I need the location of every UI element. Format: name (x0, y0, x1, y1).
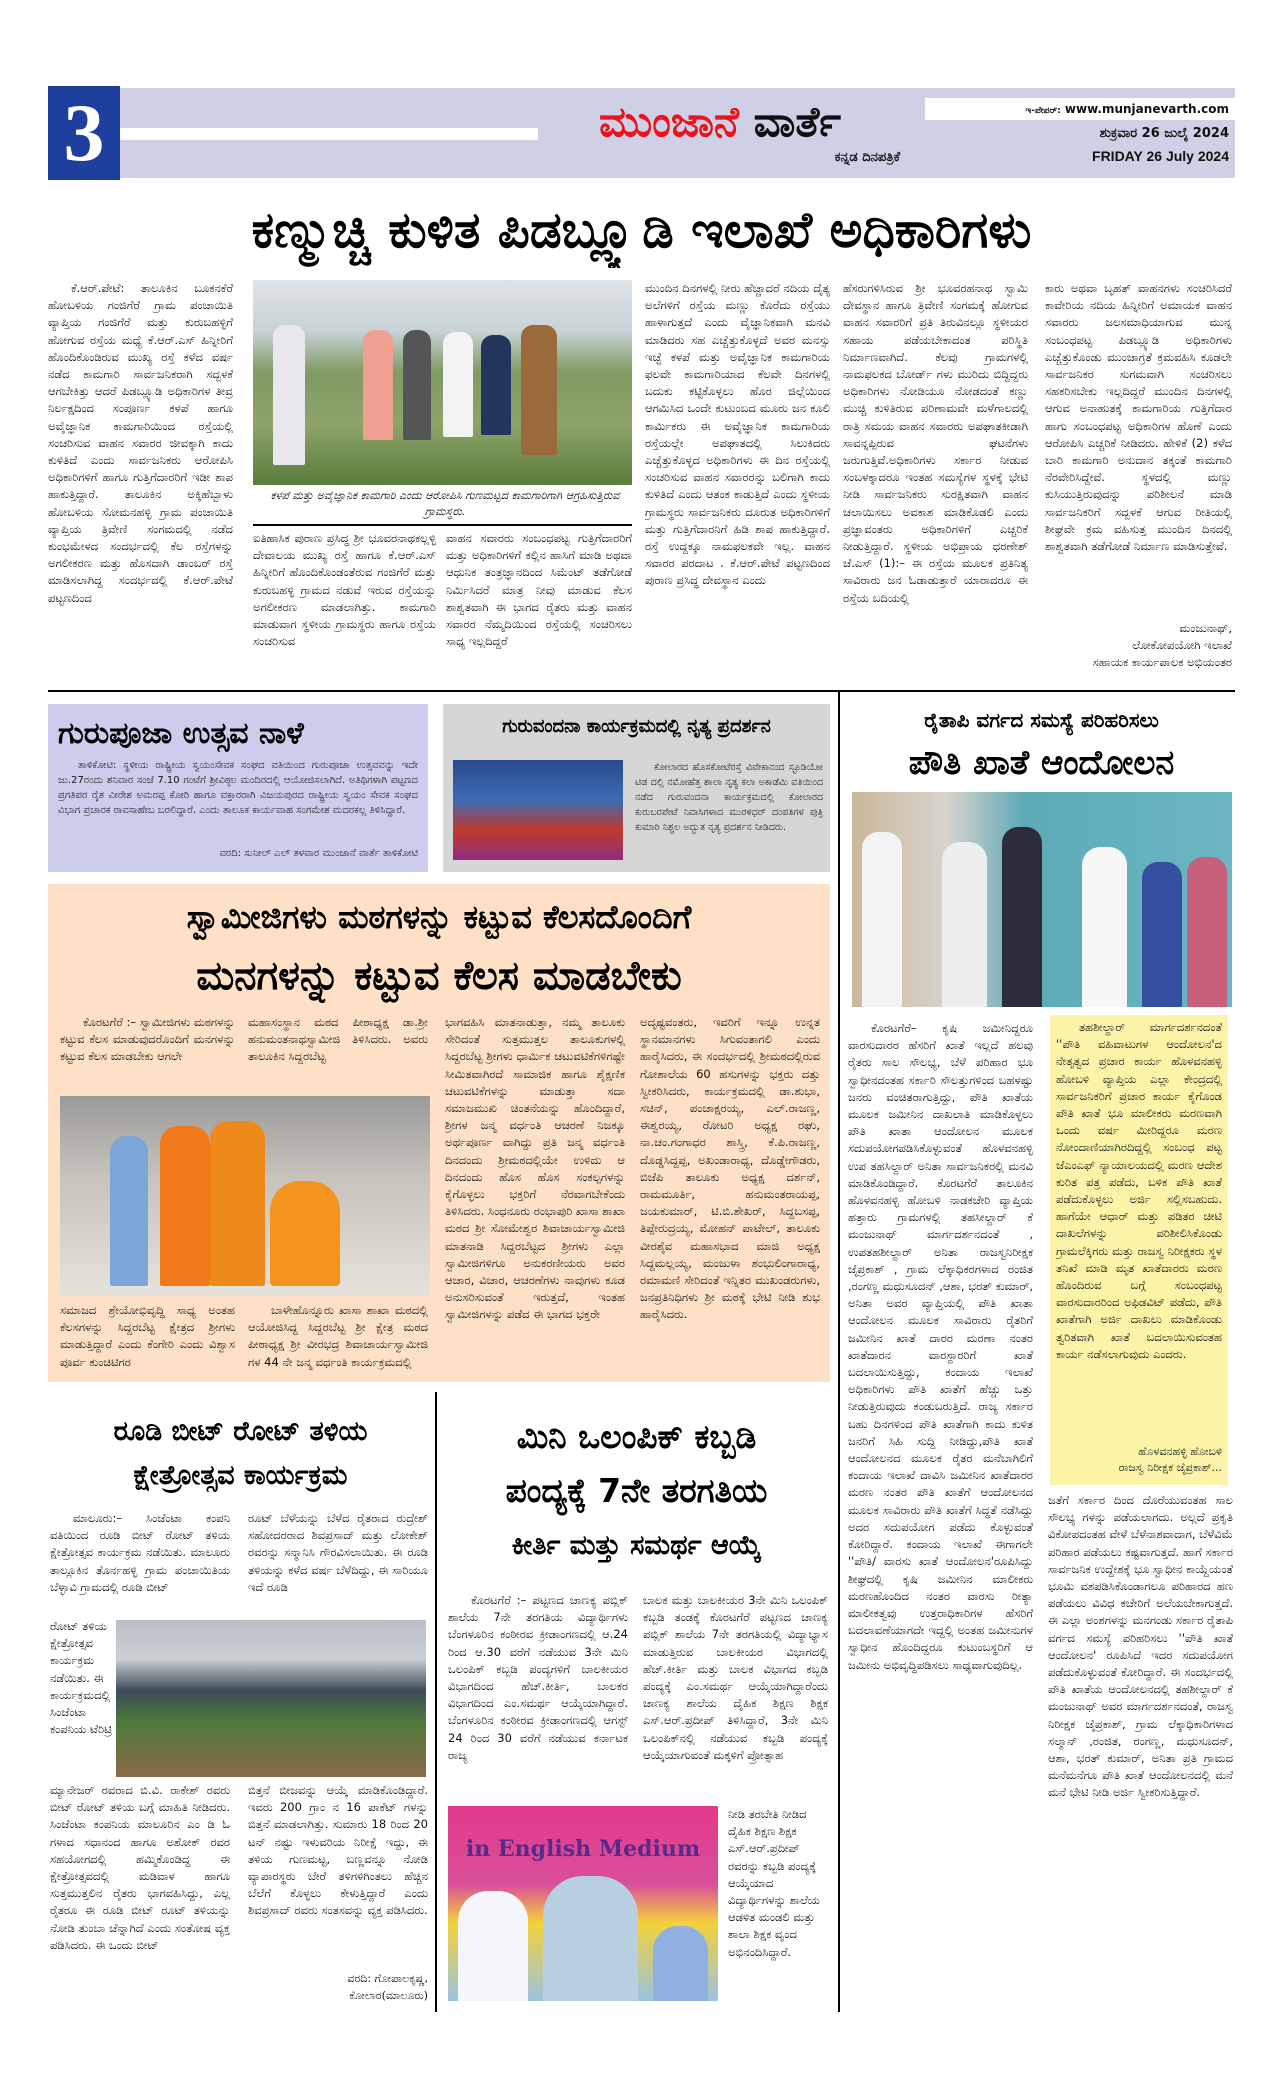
lead-bottom-rule (48, 690, 1235, 692)
kabaddi-headline-1: ಮಿನಿ ಒಲಂಪಿಕ್ ಕಬ್ಬಡಿ (516, 1417, 757, 1456)
lead-column-2: ಐತಿಹಾಸಿಕ ಪುರಾಣ ಪ್ರಸಿದ್ಧ ಶ್ರೀ ಭೂವರನಾಥಕಲ್ಲಳ್ಳಿ ದೇವಾಲಯ ಮುಖ್ಯ ರಸ್ತೆ ಹಾಗೂ ಕೆ.ಆರ್.ಎಸ್ ಹಿನ್ನೀರಿಗೆ ಹೊಂದಿಕೊಂಡಂತೆರುವ ಗಂಜಿಗೆರೆ ಮತ್ತು ಕುರುಬಹಳ್ಳಿ ಗ್ರಾಮದ ನಡುವೆ ಇರುವ ರಸ್ತೆಯನ್ನು ಅಗಲೀಕರಣ ಮಾಡಲಾಗಿತ್ತು. ಕಾಮಗಾರಿ ಮಾಡುವಾಗ ಸ್ಥಳೀಯ ಗ್ರಾಮಸ್ಥರು ಹಾಗೂ ರಸ್ತೆಯ ಸಂಚರಿಸುವ (253, 531, 436, 649)
lead-photo (253, 280, 632, 485)
swamiji-headline-2: ಮನಗಳನ್ನು ಕಟ್ಟುವ ಕೆಲಸ ಮಾಡಬೇಕು (196, 953, 682, 999)
kabaddi-headline-2: ಪಂದ್ಯಕ್ಕೆ 7ನೇ ತರಗತಿಯ (505, 1471, 768, 1510)
logo-munjane: ಮುಂಜಾನೆ (598, 97, 739, 146)
epaper-box (925, 98, 1235, 120)
guruvandana-body: ಕೋಲಾರದ ಹೊಸಕೋಟೆರಸ್ತೆ ವಿವೇಕಾನಂದ ಸ್ಟೂಡಿಯೋ ಟಿಡ ದಲ್ಲಿ ನಮೋಹೆತ್ತ ಶಾಲಾ ನೃತ್ಯ ಕಲಾ ಅಕಾಡೆಮಿ ವತಿಯಿಂದ ನಡೆದ ಗುರುವಂದನಾ ಕಾರ್ಯಕ್ರಮದಲ್ಲಿ ಕೋಲಾರದ ಕುರುಬರಪೇಟೆ ನಿವಾಸಿಗಳಾದ ಮುರಳಿಧರ್ ದಂಪತಿಗಳ ಪುತ್ರಿ ಕುಮಾರಿ ನಿಶ್ಚಲ ಅದ್ಭುತ ನೃತ್ಯ ಪ್ರದರ್ಶನ ನೀಡಿದರು. (635, 762, 823, 833)
beetroot-headline-2: ಕ್ಷೇತ್ರೋತ್ಸವ ಕಾರ್ಯಕ್ರಮ (133, 1460, 348, 1491)
right-column-divider (838, 692, 840, 2012)
pouthi-kicker: ರೈತಾಪಿ ವರ್ಗದ ಸಮಸ್ಯೆ ಪರಿಹರಿಸಲು (924, 708, 1159, 732)
pouthi-photo (852, 792, 1232, 1007)
lead-column-6: ಕಾರು ಅಥವಾ ಬೃಹತ್ ವಾಹನಗಳು ಸಂಚರಿಸಿದರೆ ಕಾವೇರಿಯ ನದಿಯ ಹಿನ್ನೀರಿಗೆ ಅಮಾಯಕ ವಾಹನ ಸವಾರರು ಜಲಸಮಾಧಿಯಾಗುವ ಮುನ್ನ ಸಂಬಂಧಪಟ್ಟ ಪಿಡಬ್ಲ್ಯೂಡಿ ಅಧಿಕಾರಿಗಳು ಎಚ್ಚೆತ್ತುಕೊಂಡು ಮುಂಜಾಗ್ರತೆ ಕ್ರಮವಹಿಸಿ ಕೂಡಲೇ ಸಾರ್ವಜನಿಕರ ಸುಗಮವಾಗಿ ಸಂಚರಿಸಲು ಸಹಕರಿಸಬೇಕು ಇಲ್ಲದಿದ್ದರೆ ಮುಂದಿನ ದಿನಗಳಲ್ಲಿ ಆಗುವ ಅನಾಹುತಕ್ಕೆ ಕಾಮಗಾರಿಯ ಗುತ್ತಿಗೆದಾರ ಹಾಗು ಸಂಬಂಧಪಟ್ಟ ಅಧಿಕಾರಿಗಳ ಹೊಣೆ ಎಂದು ಆರೋಪಿಸಿ ಎಚ್ಚರಿಕೆ ನೀಡಿದರು. ಹೇಳಿಕೆ (2) ಕಳೆದ ಬಾರಿ ಕಾಮಗಾರಿ ಅನುದಾನ ತಕ್ಕಂತೆ ಕಾಮಗಾರಿ ನೆರವೇರಿಸಿದ್ದೇವೆ. ಸ್ಥಳದಲ್ಲಿ ಮಣ್ಣು ಕುಸಿಯುತ್ತಿರುವುದನ್ನು ಪರಿಶೀಲನೆ ಮಾಡಿ ಸಾರ್ವಜನಿಕರಿಗೆ ಸದ್ಬಳಕೆ ಆಗುವ ರೀತಿಯಲ್ಲಿ ಶೀಘ್ರವೇ ಕ್ರಮ ವಹಿಸುತ್ತ ಮುಂದಿನ ದಿನದಲ್ಲಿ ಶಾಶ್ವತವಾಗಿ ತಡೆಗೋಡೆ ನಿರ್ಮಾಣ ಮಾಡಿಸುತ್ತೇವೆ. ಮಂಜುನಾಥ್, ಲೋಕೋಪಯೋಗಿ ಇಲಾಖೆ ಸಹಾಯಕ ಕಾರ್ಯಪಾಲಕ ಅಭಿಯಂತರ (1045, 281, 1232, 669)
date-kannada: ಶುಕ್ರವಾರ 26 ಜುಲೈ 2024 (1099, 126, 1229, 141)
guruvandana-headline: ಗುರುವಂದನಾ ಕಾರ್ಯಕ್ರಮದಲ್ಲಿ ನೃತ್ಯ ಪ್ರದರ್ಶನ (502, 716, 771, 737)
signoff-name: ಮಂಜುನಾಥ್, (1179, 621, 1232, 635)
beetroot-col-2-bottom: ಬಿತ್ತನೆ ಬೀಜವನ್ನು ಆಯ್ಕೆ ಮಾಡಿಕೊಂಡಿದ್ದಾರೆ. ಇವರು 200 ಗ್ರಾಂ ನ 16 ಪಾಕೆಟ್ ಗಳನ್ನು ಬಿತ್ತನೆ ಮಾಡಲಾಗಿತ್ತು. ಸುಮಾರು 18 ರಿಂದ 20 ಟನ್ ನಷ್ಟು ಇಳುವರಿಯ ನಿರೀಕ್ಷೆ ಇದ್ದು, ಈ ತಳಿಯ ಗುಣಮಟ್ಟ, ಬಣ್ಣವನ್ನೂ ನೋಡಿ ವ್ಯಾಪಾರಸ್ಥರು ಬೇರೆ ತಳಿಗಳಿಗಿಂತಲು ಹೆಚ್ಚಿನ ಬೆಲೆಗೆ ಕೊಳ್ಳಲು ಕೇಳುತ್ತಿದ್ದಾರೆ ಎಂದು ಶಿವಪ್ರಸಾದ್ ರವರು ಸಂತಸವನ್ನು ವ್ಯಕ್ತ ಪಡಿಸಿದರು. (248, 1783, 428, 1918)
signoff-title-1: ಲೋಕೋಪಯೋಗಿ ಇಲಾಖೆ (1132, 638, 1232, 652)
lead-headline: ಕಣ್ಮುಚ್ಚಿ ಕುಳಿತ ಪಿಡಬ್ಲ್ಯೂಡಿ ಇಲಾಖೆ ಅಧಿಕಾರಿಗಳು (251, 201, 1032, 259)
lead-column-1: ಕೆ.ಆರ್.ಪೇಟೆ: ತಾಲೂಕಿನ ಬೂಕನಕೆರೆ ಹೋಬಳಿಯ ಗಂಜಿಗೆರೆ ಗ್ರಾಮ ಪಂಚಾಯಿತಿ ವ್ಯಾಪ್ತಿಯ ಗಂಜಿಗೆರೆ ಮತ್ತು ಕುರುಬಹಳ್ಳಿಗೆ ಹೋಗುವ ರಸ್ತೆಯ ಮಧ್ಯೆ ಕೆ.ಆರ್.ಎಸ್ ಹಿನ್ನೀರಿಗೆ ಹೊಂದಿಕೊಂಡಿರುವ ಮುಖ್ಯ ರಸ್ತೆ ಕಳೆದ ವರ್ಷ ನಡೆದ ಕಾಮಗಾರಿ ಸಾರ್ವಜನಿಕರಾಗಿ ಸದ್ಬಳಕೆ ಆಗಬೇಕಿತ್ತು ಆದರೆ ಪಿಡಬ್ಲ್ಯೂಡಿ ಅಧಿಕಾರಿಗಳ ತೀವ್ರ ನಿರ್ಲಕ್ಷದಿಂದ ಸಂಪೂರ್ಣ ಕಳಪೆ ಹಾಗೂ ಅವೈಜ್ಞಾನಿಕ ಕಾಮಗಾರಿಯಿಂದ ರಸ್ತೆಯಲ್ಲಿ ಸಂಚರಿಸುವ ವಾಹನ ಸವಾರರ ಜೀವಕ್ಕಾಗಿ ಕಾದು ಕುಳಿತಿದೆ ಎಂದು ಸಾರ್ವಜನಿಕರು ಆರೋಪಿಸಿ ಅಧಿಕಾರಿಗಳಿಗೆ ಹಾಗೂ ಗುತ್ತಿಗೆದಾರರಿಗೆ ಇಡೀ ಶಾಪ ಹಾಕುತ್ತಿದ್ದಾರೆ. ತಾಲೂಕಿನ ಅಕ್ಕಿಹೆಬ್ಬಾಳು ಹೋಬಳಿಯ ಸೋಮನಹಳ್ಳಿ ಗ್ರಾಮ ಪಂಚಾಯಿತಿ ವ್ಯಾಪ್ತಿಯ ತ್ರಿವೇಣಿ ಸಂಗಮದಲ್ಲಿ ನಡೆದ ಕುಂಭಮೇಳದ ಸಂದರ್ಭದಲ್ಲಿ ಕೆಲ ರಸ್ತೆಗಳನ್ನು ಅಗಲೀಕರಣ ಮತ್ತು ಹೊಸದಾಗಿ ಡಾಂಬರ್ ರಸ್ತೆ ಮಾಡಿಸಲಾಗಿದ್ದ ಸಂದರ್ಭದಲ್ಲಿ ಕೆ.ಆರ್.ಪೇಟೆ ಪಟ್ಟಣದಿಂದ (48, 281, 233, 605)
kabaddi-students-photo (448, 1806, 718, 2001)
kabaddi-col-2-side: ನೀಡಿ ತರಬೇತಿ ನೀಡಿದ ದೈಹಿಕ ಶಿಕ್ಷಣ ಶಿಕ್ಷಕ ಎಸ್.ಆರ್.ಪ್ರದೀಪ್ ರವರನ್ನು ಕಬ್ಬಡಿ ಪಂದ್ಯಕ್ಕೆ ಆಯ್ಕೆಯಾದ ವಿದ್ಯಾರ್ಥಿಗಳನ್ನು ಶಾಲೆಯ ಆಡಳಿತ ಮಂಡಲಿ ಮತ್ತು ಶಾಲಾ ಶಿಕ್ಷಕ ವೃಂದ ಅಭಿನಂದಿಸಿದ್ದಾರೆ. (728, 1807, 820, 1959)
masthead-white-strip (118, 128, 538, 140)
pouthi-headline: ಪೌತಿ ಖಾತೆ ಆಂದೋಲನ (908, 743, 1175, 783)
photo-banner-text: in English Medium (465, 1836, 701, 1862)
beetroot-col-1-side: ರೋಟ್ ತಳಿಯ ಕ್ಷೇತ್ರೋತ್ಸವ ಕಾರ್ಯಕ್ರಮ ನಡೆಯಿತು. ಈ ಕಾರ್ಯಕ್ರಮದಲ್ಲಿ ಸಿಂಜೆಂಟಾ ಕಂಪನಿಯ ಟೆರಿಟ್ರಿ (50, 1619, 113, 1737)
beetroot-headline-1: ರೂಡಿ ಬೀಟ್ ರೋಟ್ ತಳಿಯ (113, 1416, 368, 1447)
lead-photo-caption: ಕಳಪೆ ಮತ್ತು ಅವೈಜ್ಞಾನಿಕ ಕಾಮಗಾರಿ ಎಂದು ಆರೋಪಿಸಿ ಗುಣಮಟ್ಟದ ಕಾಮಗಾರಿಗಾಗಿ ಆಗ್ರಹಿಸುತ್ತಿರುವ ಗ್ರಾಮಸ್ಥರು. (270, 489, 620, 518)
newspaper-logo (540, 92, 900, 152)
highlight-signoff-1: ಹೊಳವನಹಳ್ಳಿ ಹೋಬಳಿ (1138, 1445, 1222, 1458)
swamiji-col-2: ಮಹಾಸಂಸ್ಥಾನ ಮಠದ ಪೀಠಾಧ್ಯಕ್ಷ ಡಾ.ಶ್ರೀ ಹನುಮಂತನಾಥಸ್ವಾಮೀಜಿ ತಿಳಿಸಿದರು. ಅವರು ತಾಲೂಕಿನ ಸಿದ್ದರಬೆಟ್ಟ (248, 1015, 428, 1064)
tagline: ಕನ್ನಡ ದಿನಪತ್ರಿಕೆ (834, 150, 900, 165)
date-english: FRIDAY 26 July 2024 (1092, 148, 1229, 164)
guruvandana-box (443, 704, 830, 872)
epaper-label: ಇ-ಪೇಪರ್: (1025, 106, 1061, 116)
caption-divider (253, 524, 632, 526)
lead-column-4: ಮುಂದಿನ ದಿನಗಳಲ್ಲಿ ನೀರು ಹೆಚ್ಚಾದರೆ ನದಿಯ ದೈತ್ಯ ಅಲೆಗಳಿಗೆ ರಸ್ತೆಯ ಮಣ್ಣು ಕೊರೆದು ರಸ್ತೆಯು ಹಾಳಾಗುತ್ತದೆ ಎಂದು ವೈಜ್ಞಾನಿಕವಾಗಿ ಮನವಿ ಮಾಡಿದರು ಸಹ ಎಚ್ಚೆತ್ತುಕೊಳ್ಳದೆ ಅವರ ಮನಸ್ಸು ಇಚ್ಛೆ ಕಳಪೆ ಮತ್ತು ಅವೈಜ್ಞಾನಿಕ ಕಾಮಗಾರಿಯ ಫಲವೇ ಕಾಮಗಾರಿಯಾದ ಕೆಲವೇ ದಿನಗಳಲ್ಲಿ ಬದುಕು ಕಟ್ಟಿಕೊಳ್ಳಲು ಹೊರ ಜಿಲ್ಲೆಯಿಂದ ಆಗಮಿಸಿದ ಒಂದೇ ಕುಟುಂಬದ ಮೂರು ಜನ ಕೂಲಿ ಕಾರ್ಮಿಕರು ಈ ಅವೈಜ್ಞಾನಿಕ ಕಾಮಗಾರಿಯ ರಸ್ತೆಯಲ್ಲೇ ಅಪಘಾತದಲ್ಲಿ ಸಿಲುಕಿದರು ಎಚ್ಚೆತ್ತುಕೊಳ್ಳದ ಅಧಿಕಾರಿಗಳು ಈ ದಿನ ರಸ್ತೆಯಲ್ಲಿ ಸಂಚರಿಸುವ ವಾಹನ ಸವಾರರನ್ನು ಬಲಿಗಾಗಿ ಕಾದು ಕುಳಿತಿದೆ ಎಂದು ಆತಂಕ ಕಾಡುತ್ತಿದೆ ಎಂದು ಸ್ಥಳೀಯ ಗ್ರಾಮಸ್ಥರು ಸಾರ್ವಜನಿಕರು ದೂರುತ ಅಧಿಕಾರಿಗಳಿಗೆ ಮತ್ತು ಗುತ್ತಿಗೆದಾರನಿಗೆ ಹಿಡಿ ಶಾಪ ಹಾಕುತ್ತಿದ್ದಾರೆ. ರಸ್ತೆ ಉದ್ದಕ್ಕೂ ನಾಮಫಲಕವೇ ಇಲ್ಲ. ವಾಹನ ಸವಾರರ ಪರದಾಟ . ಕೆ.ಆರ್.ಪೇಟೆ ಪಟ್ಟಣದಿಂದ ಪುರಾಣ ಪ್ರಸಿದ್ಧ ದೇವಸ್ಥಾನ ಎಂದು (645, 281, 830, 588)
lead-column-5: ಹೆಸರುಗಳಿಸಿರುವ ಶ್ರೀ ಭೂವರಹನಾಥ ಸ್ವಾಮಿ ದೇವಸ್ಥಾನ ಹಾಗೂ ತ್ರಿವೇಣಿ ಸಂಗಮಕ್ಕೆ ಹೋಗುವ ವಾಹನ ಸವಾರರಿಗೆ ಪ್ರತಿ ತಿರುವಿನಲ್ಲೂ ಸ್ಥಳೀಯರ ಸಹಾಯ ಪಡೆಯಬೇಕಾದಂತ ಪರಿಸ್ಥಿತಿ ನಿರ್ಮಾಣವಾಗಿದೆ. ಕೆಲವು ಗ್ರಾಮಗಳಲ್ಲಿ ನಾಮಫಲಕದ ಬೋರ್ಡ್ ಗಳು ಮುರಿದು ಬಿದ್ದಿದ್ದರು ಅಧಿಕಾರಿಗಳು ನೋಡಿಯೂ ನೋಡದಂತೆ ಕಣ್ಣು ಮುಚ್ಚಿ ಕುಳಿತಿರುವ ಪರಿಣಾಮವೇ ಮಳೆಗಾಲದಲ್ಲಿ ರಾತ್ರಿ ಸಮಯ ವಾಹನ ಸವಾರರು ಅಪಘಾತಕೀಡಾಗಿ ಸಾವನ್ನಪ್ಪಿರುವ ಘಟನೆಗಳು ಜರುಗುತ್ತಿವೆ.ಅಧಿಕಾರಿಗಳು ಸರ್ಕಾರ ನೀಡುವ ಸಂಬಳಕ್ಕಾದರೂ ಇಂತಹ ಸಮಸ್ಯೆಗಳ ಸ್ಥಳಕ್ಕೆ ಭೇಟಿ ನೀಡಿ ಸಾರ್ವಜನಿಕರು ಸುರಕ್ಷಿತವಾಗಿ ವಾಹನ ಚಲಾಯಿಸಲು ಅವಕಾಶ ಮಾಡಿಕೊಡಲಿ ಎಂದು ಪ್ರಜ್ಞಾವಂತರು ಅಧಿಕಾರಿಗಳಿಗೆ ಎಚ್ಚರಿಕೆ ನೀಡುತ್ತಿದ್ದಾರೆ. ಸ್ಥಳೀಯ ಅಭಿಪ್ರಾಯ ಧರಣೇಶ್ ಜೆ.ಎಸ್ (1):– ಈ ರಸ್ತೆಯ ಮೂಲಕ ಪ್ರತಿನಿತ್ಯ ಸಾವಿರಾರು ಜನ ಓಡಾಡುತ್ತಾರೆ ಯಾರಾದರೂ ಈ ರಸ್ತೆಯ ಬದಿಯಲ್ಲಿ (843, 281, 1028, 605)
swamiji-photo (60, 1096, 430, 1296)
pouthi-col-2: ಜತೆಗೆ ಸರ್ಕಾರ ದಿಂದ ದೊರೆಯುವಂತಹ ಸಾಲ ಸೌಲಭ್ಯ ಗಳನ್ನು ಪಡೆಯಲಾಗದು. ಅಲ್ಲದೆ ಪ್ರಕೃತಿ ವಿಕೋಪದಂತಹ ವೇಳೆ ಬೆಳೆನಾಶವಾದಾಗ, ಬೆಳೆವಿಮೆ ಪರಿಹಾರ ಪಡೆಯಲು ಕಷ್ಟವಾಗುತ್ತದೆ. ಹಾಗೆ ಸರ್ಕಾರ ಸಾರ್ವಜನಿಕ ಉದ್ದೇಶಕ್ಕೆ ಭೂ ಸ್ವಾಧೀನ ಕಾಯ್ದೆಯಂತೆ ಭೂಮಿ ವಶಪಡಿಸಿಕೊಂಡಾಗಲೂ ಪರಿಹಾರದ ಹಣ ಪಡೆಯಲು ವಿವಿಧ ಕಚೇರಿಗೆ ಅಲೆಯಬೇಕಾಗುತ್ತದೆ. ಈ ಎಲ್ಲಾ ಅಂಶಗಳನ್ನು ಮನಗಂಡು ಸರ್ಕಾರ ರೈತಾಪಿ ವರ್ಗದ ಸಮಸ್ಯೆ ಪರಿಹರಿಸಲು ''ಪೌತಿ ಖಾತೆ ಆಂದೋಲನ' ರೂಪಿಸಿದೆ ಇದರ ಸದುಪಯೋಗ ಪಡೆದುಕೊಳ್ಳುವಂತೆ ಕೋರಿದ್ದಾರೆ. ಈ ಸಂದರ್ಭದಲ್ಲಿ ಪೌತಿ ಖಾತೆಯ ಆಂದೋಲನದಲ್ಲಿ ತಹಶೀಲ್ದಾರ್ ಕೆ ಮಂಜುನಾಥ್ ಅವರ ಮಾರ್ಗದರ್ಶನದಂತೆ, ರಾಜಸ್ವ ನಿರೀಕ್ಷಕ ಜೈಪ್ರಕಾಶ್, ಗ್ರಾಮ ಲೆಕ್ಕಾಧಿಕಾರಿಗಳಾದ ಸಲ್ಮಾನ್ ,ರಂಜಿತ, ರಂಗಣ್ಣ, ಮಧುಸೂದನ್, ಆಶಾ, ಭರತ್ ಕುಮಾರ್, ಅನಿತಾ ಪ್ರತಿ ಗ್ರಾಮದ ಮನೆಮನೆಗೂ ಪೌತಿ ಖಾತೆ ಆಂದೋಲನದಲ್ಲಿ ಮನೆ ಮನೆ ಭೇಟಿ ನೀಡಿ ಅರ್ಜಿ ಸ್ವೀಕರಿಸುತ್ತಿದ್ದಾರೆ. (1048, 1493, 1233, 1800)
swamiji-col-1-bottom: ಸಮಾಜದ ಶ್ರೇಯೋಭಿವೃದ್ಧಿ ಸಾಧ್ಯ ಅಂತಹ ಕೆಲಸಗಳನ್ನು ಸಿದ್ದರಬೆಟ್ಟ ಕ್ಷೇತ್ರದ ಶ್ರೀಗಳು ಮಾಡುತ್ತಿದ್ದಾರೆ ಎಂದು ಕೆಂಗೇರಿ ಎಂದು ವಿಶ್ವಾಸ ಪೂರ್ವ ಕುಂಚಿಟಿಗರ (60, 1303, 235, 1369)
kabaddi-col-1: ಕೊರಟಗೆರೆ :– ಪಟ್ಟಣದ ಚಾಣಕ್ಯ ಪಬ್ಲಿಕ್ ಶಾಲೆಯ 7ನೇ ತರಗತಿಯ ವಿದ್ಯಾರ್ಥಿಗಳು ಬೆಂಗಳೂರಿನ ಕಂಠೀರವ ಕ್ರೀಡಾಂಗಣದಲ್ಲಿ ಆ.24 ರಿಂದ ಆ.30 ವರೆಗೆ ನಡೆಯುವ 3ನೇ ಮಿನಿ ಒಲಂಪಿಕ್ ಕಬ್ಬಡಿ ಪಂದ್ಯಗಳಿಗೆ ಬಾಲಕೀಯರ ವಿಭಾಗದಿಂದ ಹೆಚ್.ಕೀರ್ತಿ, ಬಾಲಕರ ವಿಭಾಗದಿಂದ ಎಂ.ಸಮರ್ಥ ಆಯ್ಕೆಯಾಗಿದ್ದಾರೆ. ಬೆಂಗಳೂರಿನ ಕಂಠೀರವ ಕ್ರೀಡಾಂಗಣದಲ್ಲಿ ಆಗಸ್ಟ್ 24 ರಿಂದ 30 ವರೆಗೆ ನಡೆಯುವ ಕರ್ನಾಟಕ ರಾಜ್ಯ (448, 1593, 628, 1762)
beetroot-col-1-bottom: ಮ್ಯಾನೇಜರ್ ರವರಾದ ಬಿ.ವಿ. ರಾಕೇಶ್ ರವರು ಬೀಟ್ ರೋಟ್ ತಳಿಯ ಬಗ್ಗೆ ಮಾಹಿತಿ ನೀಡಿದರು. ಸಿಂಜೆಂಟಾ ಕಂಪನಿಯ ಮಾಲೂರಿನ ಎಂ ಡಿ ಓ ಗಳಾದ ಸಧಾನಂದ ಹಾಗೂ ಅಶೋಕ್ ರವರ ಸಹಯೋಗದಲ್ಲಿ ಹಮ್ಮಿಕೊಂಡಿದ್ದ ಈ ಕ್ಷೇತ್ರೋತ್ಸವದಲ್ಲಿ ಮಡಿವಾಳ ಹಾಗೂ ಸುತ್ತಮುತ್ತಲಿನ ರೈತರು ಭಾಗವಹಿಸಿದ್ದು, ಎಲ್ಲ ರೈತರೂ ಈ ರೂಡಿ ಬೀಟ್ ರೂಟ್ ತಳಿಯನ್ನು ನೋಡಿ ತುಂಬಾ ಚೆನ್ನಾಗಿದೆ ಎಂದು ಸಂತೋಷ ವ್ಯಕ್ತ ಪಡಿಸಿದರು. ಈ ಒಂದು ಬೀಟ್ (50, 1783, 230, 1952)
swamiji-col-2-bottom: ಬಾಳೇಹೊನ್ನೂರು ಖಾಸಾ ಶಾಖಾ ಮಠದಲ್ಲಿ ಆಯೋಜಿಸಿದ್ದ ಸಿದ್ದರಬೆಟ್ಟ ಶ್ರೀ ಕ್ಷೇತ್ರ ಮಠದ ಪೀಠಾಧ್ಯಕ್ಷ ಶ್ರೀ ವೀರಭದ್ರ ಶಿವಾಚಾರ್ಯಸ್ವಾಮೀಜಿ ಗಳ 44 ನೇ ಜನ್ಮ ವರ್ಧಂತಿ ಕಾರ್ಯಕ್ರಮದಲ್ಲಿ (248, 1303, 428, 1369)
gurupuja-byline: ವರದಿ: ಸುನೀಲ್ ಎಲ್ ತಳವಾರ ಮುಂಜಾನೆ ವಾರ್ತೆ ತಾಳಿಕೋಟಿ (219, 848, 418, 859)
beetroot-col-2-top: ರೂಟ್ ಬೆಳೆಯನ್ನು ಬೆಳೆದ ರೈತರಾದ ರುದ್ರೇಶ್ ಸಹೋದರರಾದ ಶಿವಪ್ರಸಾದ್ ಮತ್ತು ಲೋಕೇಶ್ ರವರನ್ನು ಸನ್ಮಾನಿಸಿ ಗೌರವಿಸಲಾಯಿತು. ಈ ರೂಡಿ ತಳಿಯನ್ನು ಕಳೆದ ವರ್ಷ ಬೆಳೆದಿದ್ದು, ಈ ಸಾರಿಯೂ ಇದೆ ರೂಡಿ (248, 1511, 428, 1594)
signoff-title-2: ಸಹಾಯಕ ಕಾರ್ಯಪಾಲಕ ಅಭಿಯಂತರ (1092, 655, 1232, 669)
beetroot-byline-2: ಕೋಲಾರ(ಮಾಲೂರು) (349, 1989, 428, 2002)
swamiji-headline-1: ಸ್ವಾಮೀಜಿಗಳು ಮಠಗಳನ್ನು ಕಟ್ಟುವ ಕೆಲಸದೊಂದಿಗೆ (186, 898, 692, 936)
page-number-box: 3 (48, 86, 120, 180)
swamiji-col-3: ಭಾಗವಹಿಸಿ ಮಾತನಾಡುತ್ತಾ, ನಮ್ಮ ತಾಲೂಕು ಸೇರಿದಂತೆ ಸುತ್ತಮುತ್ತಲ ತಾಲೂಕುಗಳಲ್ಲಿ ಸಿದ್ದರಬೆಟ್ಟ ಶ್ರೀಗಳು ಧಾರ್ಮಿಕ ಚಟುವಟಿಕೆಗಳಿಗಷ್ಟೇ ಸೀಮಿತವಾಗಿರದೆ ಸಾಮಾಜಿಕ ಹಾಗೂ ಶೈಕ್ಷಣಿಕ ಚಟುವಟಿಕೆಗಳನ್ನು ಮಾಡುತ್ತಾ ಸದಾ ಸಮಾಜಮುಖಿ ಚಿಂತನೆಯನ್ನು ಹೊಂದಿದ್ದಾರೆ, ಶ್ರೀಗಳ ಜನ್ಮ ವರ್ಧಂತಿ ಆಚರಣೆ ನಿಜಕ್ಕೂ ಅರ್ಥಪೂರ್ಣ ವಾಗಿದ್ದು ಪ್ರತಿ ಜನ್ಮ ವರ್ಧಂತಿ ದಿನದಂದು ಶ್ರೀಮಠದಲ್ಲಿಯೇ ಉಳಿದು ಆ ದಿನದಂದು ಹೊಸ ಹೊಸ ಸಂಕಲ್ಪಗಳನ್ನು ಕೈಗೊಳ್ಳಲು ಭಕ್ತರಿಗೆ ನೆರವಾಗಬೇಕೆಂದು ತಿಳಿಸಿದರು. ಸಿಂಧನೂರು ರಂಭಾಪುರಿ ಖಾಸಾ ಶಾಖಾ ಮಠದ ಶ್ರೀ ಸೋಮೇಶ್ವರ ಶಿವಾಚಾರ್ಯಸ್ವಾಮೀಜಿ ಮಾತನಾಡಿ ಸಿದ್ದರಬೆಟ್ಟದ ಶ್ರೀಗಳು ಎಲ್ಲಾ ಸ್ವಾಮೀಜಿಗಳಿಗೂ ಅನುಕರಣೀಯರು ಅವರ ಆಚಾರ, ವಿಚಾರ, ಆಚರಣೆಗಳು ನಾವುಗಳು ಕೂಡ ಅನುಸರಿಸುವಂತೆ ಇರುತ್ತದೆ, ಇಂತಹ ಸ್ವಾಮೀಜಿಗಳನ್ನು ಪಡೆದ ಈ ಭಾಗದ ಭಕ್ತರೇ (445, 1015, 625, 1322)
gurupuja-body: ತಾಳಿಕೋಟಿ: ಸ್ಥಳೀಯ ರಾಷ್ಟ್ರೀಯ ಸ್ವಯಂಸೇವಕ ಸಂಘದ ವತಿಯಿಂದ ಗುರುಪೂಜಾ ಉತ್ಸವವನ್ನು ಇದೇ ಜು.27ರಂದು ಶನಿವಾರ ಸಂಜೆ 7.10 ಗಂಟೆಗೆ ಶ್ರೀವಿಠ್ಠಲ ಮಂದಿರದಲ್ಲಿ ಆಯೋಜಿಸಲಾಗಿದೆ. ಅತಿಥಿಗಳಾಗಿ ಪಟ್ಟಣದ ಪ್ರಗತಿಪರ ರೈತ ವೀರೇಶ ಅಮರಪ್ಪ ಕೋರಿ ಹಾಗೂ ವಕ್ತಾರರಾಗಿ ವಿಜಯಪುರದ ರಾಷ್ಟ್ರೀಯ ಸ್ವಯಂ ಸೇವಕ ಸಂಘದ ವಿಭಾಗ ಪ್ರಚಾರಕ ರಾವಸಾಹೇಬ ಬರಲಿದ್ದಾರೆ. ಎಂದು ತಾಲೂಕ ಕಾರ್ಯವಾಹ ಸಂಗಮೇಶ ಮದರಕಲ್ಲ ತಿಳಿಸಿದ್ದಾರೆ. (58, 760, 418, 816)
highlight-signoff-2: ರಾಜಸ್ವ ನಿರೀಕ್ಷಕ ಜೈಪ್ರಕಾಶ್... (1118, 1461, 1222, 1474)
swamiji-col-4: ಅದೃಷ್ಟವಂತರು, ಇವರಿಗೆ ಇನ್ನೂ ಉನ್ನತ ಸ್ಥಾನಮಾನಗಳು ಸಿಗುವಂತಾಗಲಿ ಎಂದು ಹಾರೈಸಿದರು, ಈ ಸಂದರ್ಭದಲ್ಲಿ ಶ್ರೀಮಠದಲ್ಲಿರುವ ಗೋಶಾಲೆಯ 60 ಹಸುಗಳನ್ನು ಭಕ್ತರು ದತ್ತು ಸ್ವೀಕರಿಸಿದರು, ಕಾರ್ಯಕ್ರಮದಲ್ಲಿ ಡಾ.ಶುಭಾ, ಸಚಿನ್, ಪಂಚಾಕ್ಷರಯ್ಯ, ಎಲ್.ರಾಜಣ್ಣ, ಈಶ್ವರಯ್ಯ, ರೋಟರಿ ಅಧ್ಯಕ್ಷ ರಘು, ನಾ.ಚಂ.ಗಂಗಾಧರ ಶಾಸ್ತ್ರಿ, ಕೆ.ಪಿ.ರಾಜಣ್ಣ, ದೊಡ್ಡಸಿದ್ದಪ್ಪ, ಅಖಂಡಾರಾಧ್ಯ, ದೊಡ್ಡೇಗೌಡರು, ಬಿಜೆಪಿ ತಾಲೂಕು ಅಧ್ಯಕ್ಷ ದರ್ಶನ್, ರಾಮಮೂರ್ತಿ, ಹನುಮಂತರಾಯಪ್ಪ, ಜಯಕುಮಾರ್, ಟಿ.ಬಿ.ಶೇಖರ್, ಸಿದ್ದಬಸಪ್ಪ, ತಿಪ್ಪೇರುದ್ರಯ್ಯ, ಮೋಹನ್ ಪಾಟೇಲ್, ತಾಲೂಕು ವೀರಶೈವ ಮಹಾಸಭಾದ ಮಾಜಿ ಅಧ್ಯಕ್ಷ ಸಿದ್ದಮಲ್ಲಯ್ಯ, ಮಂಜುಳಾ ಶಂಭುಲಿಂಗಾರಾಧ್ಯ, ರಮಾಮಣಿ ಸೇರಿದಂತೆ ಇನ್ನಿತರ ಮುಖಂಡರುಗಳು, ಜನಪ್ರತಿನಿಧಿಗಳು ಶ್ರೀ ಮಠಕ್ಕೆ ಭೇಟಿ ನೀಡಿ ಶುಭ ಹಾರೈಸಿದರು. (640, 1015, 820, 1322)
swamiji-col-1: ಕೊರಟಗೆರೆ :– ಸ್ವಾಮೀಜಿಗಳು ಮಠಗಳನ್ನು ಕಟ್ಟುವ ಕೆಲಸ ಮಾಡುವುದರೊಂದಿಗೆ ಮನಗಳನ್ನು ಕಟ್ಟುವ ಕೆಲಸ ಮಾಡಬೇಕು ಆಗಲೇ (60, 1015, 235, 1064)
beetroot-field-photo (116, 1620, 426, 1777)
gurupuja-headline: ಗುರುಪೂಜಾ ಉತ್ಸವ ನಾಳೆ (58, 716, 304, 751)
swamiji-box (48, 884, 830, 1382)
pouthi-highlight-box: ತಹಶೀಲ್ದಾರ್ ಮಾರ್ಗದರ್ಶನದಂತೆ ''ಪೌತಿ ವಹಿವಾಟುಗಳ ಆಂದೋಲನ'ದ ನೇತೃತ್ವದ ಪ್ರಚಾರ ಕಾರ್ಯ ಹೊಳವನಹಳ್ಳಿ ಹೋಬಳಿ ವ್ಯಾಪ್ತಿಯ ಎಲ್ಲಾ ಕೇಂದ್ರದಲ್ಲಿ ಸಾರ್ವಜನಿಕರಿಗೆ ಪ್ರಚಾರ ಕಾರ್ಯ ಕೈಗೊಂಡ ಪೌತಿ ಖಾತೆ ಭೂ ಮಾಲೀಕರು ಮರಣವಾಗಿ ಒಂದು ವರ್ಷ ಮೀರಿದ್ದರೂ ಮರಣ ನೋಂದಾಣಿಯಾಗಿರದಿದ್ದಲ್ಲಿ ಸಂಬಂಧ ಪಟ್ಟ ಜೆಎಂಎಫ್ ನ್ಯಾಯಾಲಯದಲ್ಲಿ ಮರಣ ಆದೇಶ ಕುರಿತ ಪತ್ರ ಪಡೆದು, ಬಳಿಕ ಪೌತಿ ಖಾತೆ ಪಡೆದುಕೊಳ್ಳಲು ಅರ್ಜಿ ಸಲ್ಲಿಸಬಹುದು. ಹಾಗೆಯೇ ಆಧಾರ್ ಮತ್ತು ಪಡಿತರ ಚೀಟಿ ದಾಖಲೆಗಳನ್ನು ಪರಿಶೀಲಿಸಿಕೊಂಡು ಗ್ರಾಮಲೆಕ್ಕಿಗರು ಮತ್ತು ರಾಜಸ್ವ ನಿರೀಕ್ಷಕರು ಸ್ಥಳ ತನಿಖೆ ಮಾಡಿ ಮೃತ ಖಾತೆದಾರರು ಮರಣ ಹೊಂದಿರುವ ಬಗ್ಗೆ ಸಂಬಂಧಪಟ್ಟ ವಾರಸುದಾರರಿಂದ ಅಫಿಡವಿಟ್ ಪಡೆದು, ಪೌತಿ ಖಾತೆಗಾಗಿ ಅರ್ಜಿ ದಾಖಲು ಮಾಡಿಕೊಂಡು ತ್ವರಿತವಾಗಿ ಖಾತೆ ಬದಲಾಯಿಸುವಂತಹ ಕಾರ್ಯ ನಡೆಸಲಾಗುವುದು ಎಂದರು. ಹೊಳವನಹಳ್ಳಿ ಹೋಬಳಿ ರಾಜಸ್ವ ನಿರೀಕ್ಷಕ ಜೈಪ್ರಕಾಶ್... (1050, 1015, 1228, 1485)
beetroot-byline-1: ವರದಿ: ಗೋಪಾಲಕೃಷ್ಣ, (347, 1972, 428, 1985)
website-link[interactable]: www.munjanevarth.com (1064, 102, 1229, 116)
bottom-divider (435, 1392, 437, 2012)
kabaddi-headline-3: ಕೀರ್ತಿ ಮತ್ತು ಸಮರ್ಥ ಆಯ್ಕೆ (511, 1530, 762, 1561)
dance-photo (453, 760, 623, 860)
logo-varthe: ವಾರ್ತೆ (753, 97, 842, 146)
beetroot-col-1-top: ಮಾಲೂರು:– ಸಿಂಜೆಂಟಾ ಕಂಪನಿ ವತಿಯಿಂದ ರೂಡಿ ಬೀಟ್ ರೋಟ್ ತಳಿಯ ಕ್ಷೇತ್ರೋತ್ಸವ ಕಾರ್ಯಕ್ರಮ ನಡೆಯಿತು. ಮಾಲೂರು ತಾಲ್ಲೂಕಿನ ತೊರ್ನಹಳ್ಳಿ ಗ್ರಾಮ ಪಂಚಾಯಿತಿಯ ಬೆಳ್ಳಾವಿ ಗ್ರಾಮದಲ್ಲಿ ರೂಡಿ ಬೀಟ್ (50, 1511, 230, 1594)
kabaddi-col-2: ಬಾಲಕ ಮತ್ತು ಬಾಲಕೀಯರ 3ನೇ ಮಿನಿ ಒಲಂಪಿಕ್ ಕಬ್ಬಡಿ ತಂಡಕ್ಕೆ ಕೊರಟಗೆರೆ ಪಟ್ಟಣದ ಚಾಣಕ್ಯ ಪಬ್ಲಿಕ್ ಶಾಲೆಯ 7ನೇ ತರಗತಿಯಲ್ಲಿ ವಿದ್ಯಾಭ್ಯಾಸ ಮಾಡುತ್ತಿರುವ ಬಾಲಕೀಯರ ವಿಭಾಗದಲ್ಲಿ ಹೆಚ್.ಕೀರ್ತಿ ಮತ್ತು ಬಾಲಕ ವಿಭಾಗದ ಕಬ್ಬಡಿ ಪಂದ್ಯಕ್ಕೆ ಎಂ.ಸಮರ್ಥ ಆಯ್ಕೆಯಾಗಿದ್ದಾರೆಂದು ಚಾಣಕ್ಯ ಶಾಲೆಯ ದೈಹಿಕ ಶಿಕ್ಷಣ ಶಿಕ್ಷಕ ಎಸ್.ಆರ್.ಪ್ರದೀಪ್ ತಿಳಿಸಿದ್ದಾರೆ, 3ನೇ ಮಿನಿ ಒಲಂಪಿಕ್‌ನಲ್ಲಿ ನಡೆಯುವ ಕಬ್ಬಡಿ ಪಂದ್ಯಕ್ಕೆ ಆಯ್ಕೆಯಾಗುವಂತೆ ಮಕ್ಕಳಿಗೆ ಪ್ರೋತ್ಸಾಹ (643, 1593, 828, 1762)
gurupuja-box (48, 704, 428, 872)
pouthi-col-1: ಕೊರಟಗೆರೆ– ಕೃಷಿ ಜಮೀನಿದ್ದರೂ ವಾರಸುದಾರರ ಹೆಸರಿಗೆ ಖಾತೆ ಇಲ್ಲದೆ ಹಲವು ರೈತರು ಸಾಲ ಸೌಲಭ್ಯ, ಬೆಳೆ ಪರಿಹಾರ ಭೂ ಸ್ವಾಧೀನದಂತಹ ಸರ್ಕಾರಿ ಸೌಲತ್ತುಗಳಿಂದ ಬಹಳಷ್ಟು ಜನರು ವಂಚಿತರಾಗುತ್ತಿದ್ದು, ಪೌತಿ ಖಾತೆಯ ಮೂಲಕ ಜಮೀನಿನ ದಾಖಲಾತಿ ಮಾಡಿಕೊಳ್ಳಲು ಪೌತಿ ಖಾತಾ ಆಂದೋಲನ ಮೂಲಕ ಸದುಪಯೋಗಪಡಿಸಿಕೊಳ್ಳುವಂತೆ ಹೊಳವನಹಳ್ಳಿ ಉಪ ತಹಸಿಲ್ದಾರ್ ಅನಿತಾ ಸಾರ್ವಜನಿಕರಲ್ಲಿ ಮನವಿ ಮಾಡಿಕೊಂಡಿದ್ದಾರೆ. ಕೊರಟಗೆರೆ ತಾಲೂಕಿನ ಹೊಳವನಹಳ್ಳಿ ಹೋಬಳಿ ನಾಡಕಚೇರಿ ವ್ಯಾಪ್ತಿಯ ಹತ್ತಾರು ಗ್ರಾಮಗಳಲ್ಲಿ ತಹಸೀಲ್ದಾರ್ ಕೆ ಮಂಜುನಾಥ್ ಮಾರ್ಗದರ್ಶನದಂತೆ , ಉಪತಹಶೀಲ್ದಾರ್ ಅನಿತಾ ರಾಜಸ್ವನಿರೀಕ್ಷಕ ಜೈಪ್ರಕಾಶ್ , ಗ್ರಾಮ ಲೆಕ್ಕಾಧಿಕರಗಳಾದ ರಂಜಿತ ,ರಂಗಣ್ಣ ಮಧುಸೂದನ್ ,ಆಶಾ, ಭರತ್ ಕುಮಾರ್, ಅನಿತಾ ಅವರ ವ್ಯಾಪ್ತಿಯಲ್ಲಿ ಪೌತಿ ಖಾತಾ ಆಂದೋಲನ ಮೂಲಕ ಸಾವಿರಾರು ರೈತರಿಗೆ ಜಮೀನಿನ ಖಾತೆ ದಾರರ ಮರಣಾ ನಂತರ ಖಾತೆದಾರನ ವಾರಸ್ದಾರರಿಗೆ ಖಾತೆ ಬದಲಾಯಿಸುತ್ತಿದ್ದು, ಕಂದಾಯ ಇಲಾಖೆ ಅಧಿಕಾರಿಗಳು ಪೌತಿ ಖಾತೆಗೆ ಹೆಚ್ಚು ಒತ್ತು ನೀಡುತ್ತಿರುವುದು ಕಂಡುಬರುತ್ತಿದೆ. ರಾಜ್ಯ ಸರ್ಕಾರ ಬಹು ದಿನಗಳಿಂದ ಪೌತಿ ಖಾತೆಗಾಗಿ ಕಾದು ಕುಳಿತ ಜನರಿಗೆ ಸಿಹಿ ಸುದ್ದಿ ನೀಡಿದ್ದು,ಪೌತಿ ಖಾತೆ ಆಂದೋಲನದ ಮೂಲಕ ರೈತರ ಮನೆಬಾಗಿಲಿಗೆ ಕಂದಾಯ ಇಲಾಖೆ ದಾವಿಸಿ ಜಮೀನಿನ ಖಾತೆದಾರರ ಮರಣ ನಂತರ ಪೌತಿ ಖಾತೆಗೆ ಆಂದೋಲನದ ಮೂಲಕ ಸಾವಿರಾರು ಪೌತಿ ಖಾತೆಗೆ ಸಿದ್ಧತೆ ನಡೆಸಿದ್ದು ಅದರ ಸದುಪಯೋಗ ಪಡೆದು ಕೊಳ್ಳುವಂತೆ ಕೋರಿದ್ದಾರೆ. ಕಂದಾಯ ಇಲಾಖೆ ಈಗಾಗಲೇ ''ಪೌತಿ/ ವಾರಸು ಖಾತೆ ಆಂದೋಲನ'ರೂಪಿಸಿದ್ದು ಶೀಘ್ರದಲ್ಲಿ ಕೃಷಿ ಜಮೀನಿನ ಮಾಲೀಕರು ಮರಣಹೊಂದಿದ ನಂತರ ವಾರಸು ರೀತ್ಯಾ ಮಾಲೀಕತ್ವವು ಉತ್ತರಾಧಿಕಾರಿಗಳ ಹೆಸರಿಗೆ ಬದಲಾವಣೆಯಾಗದೇ ಇದ್ದಲ್ಲಿ ಅಂತಹ ಜಮೀನುಗಳ ಸ್ವಾಧೀನ ಹೊಂದಿದ್ದರೂ ಕುಟುಂಬಸ್ಥರಿಗೆ ಆ ಜಮೀನು ಅಭಿವೃದ್ಧಿಪಡಿಸಲು ಸಾಧ್ಯವಾಗುವುದಿಲ್ಲ. (848, 1021, 1033, 1672)
lead-column-3: ವಾಹನ ಸವಾರರು ಸಂಬಂಧಪಟ್ಟ ಗುತ್ತಿಗೆದಾರರಿಗೆ ಮತ್ತು ಅಧಿಕಾರಿಗಳಿಗೆ ಕಲ್ಲಿನ ಹಾಸಿಗೆ ಮಾಡಿ ಅಥವಾ ಆಧುನಿಕ ತಂತ್ರಜ್ಞಾನದಿಂದ ಸಿಮೆಂಟ್ ತಡೆಗೋಡೆ ನಿರ್ಮಿಸಿದರೆ ಮಾತ್ರ ನೀವು ಮಾಡುವ ಕೆಲಸ ಶಾಶ್ವತವಾಗಿ ಈ ಭಾಗದ ರೈತರು ಮತ್ತು ವಾಹನ ಸವಾರರ ನೆಮ್ಮದಿಯಿಂದ ರಸ್ತೆಯಲ್ಲಿ ಸಂಚರಿಸಲು ಸಾಧ್ಯ ಇಲ್ಲದಿದ್ದರೆ (446, 531, 632, 649)
